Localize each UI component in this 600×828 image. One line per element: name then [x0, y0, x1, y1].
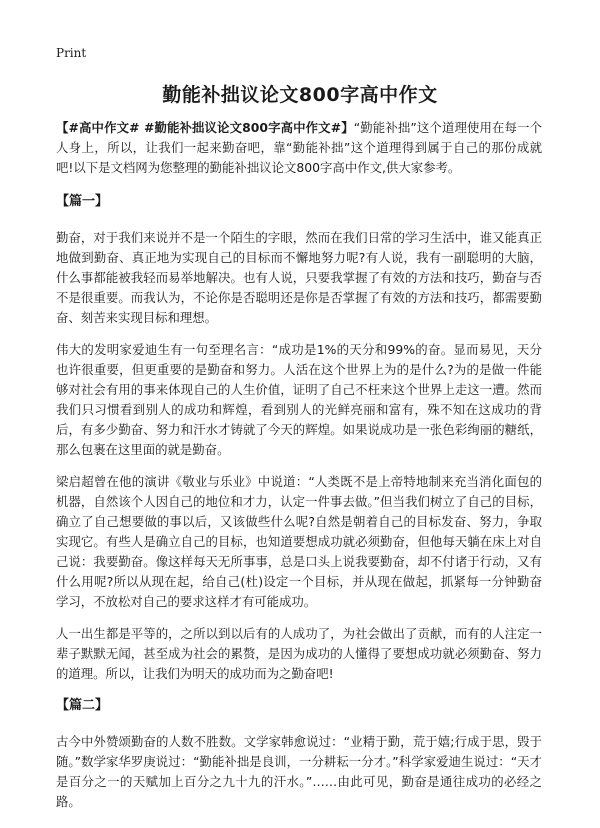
intro-paragraph — [56, 118, 542, 178]
section-heading-2: 【篇二】 — [56, 698, 109, 713]
section-2-paragraph-1: 古今中外赞颂勤奋的人数不胜数。文学家韩愈说过：“业精于勤，荒于嬉;行成于思，毁于随。”数学家华罗庚说过：“勤能补拙是良训，一分耕耘一分才。”科学家爱迪生说过：“天才是百分之一的天赋加上百分之九十九的汗水。”……由此可见，勤奋是通往成功的必经之路。 — [56, 734, 542, 809]
page-title: 勤能补拙议论文800字高中作文 — [162, 84, 438, 106]
print-link[interactable]: Print — [56, 46, 87, 60]
section-1-paragraph-2: 伟大的发明家爱迪生有一句至理名言：“成功是1%的天分和99%的奋。显而易见，天分也许很重要，但更重要的是勤奋和努力。人活在这个世界上为的是什么?为的是做一件能够对社会有用的事来体现自己的人生价值，证明了自己不枉来这个世界上走这一遭。然而我们只习惯看到别人的成功和辉煌，看到别人的光鲜亮丽和富有，殊不知在这成功的背后，有多少勤奋、努力和汗水才铸就了今天的辉煌。如果说成功是一张色彩绚丽的糖纸，那么包裹在这里面的就是勤奋。 — [56, 342, 542, 457]
intro-text: “勤能补拙”这个道理使用在每一个人身上，所以，让我们一起来勤奋吧，靠“勤能补拙”这个道理得到属于自己的那份成就吧!以下是文档网为您整理的勤能补拙议论文800字高中作文,供大家参考。 — [56, 120, 542, 175]
section-1-paragraph-4: 人一出生都是平等的，之所以到以后有的人成功了，为社会做出了贡献，而有的人注定一辈子默默无闻，甚至成为社会的累赘，是因为成功的人懂得了要想成功就必须勤奋、努力的道理。所以，让我们为明天的成功而为之勤奋吧! — [56, 626, 542, 681]
section-1-paragraph-1: 勤奋，对于我们来说并不是一个陌生的字眼，然而在我们日常的学习生活中，谁又能真正地做到勤奋、真正地为实现自己的目标而不懈地努力呢?有人说，我有一副聪明的大脑，什么事都能被我轻而易举地解决。也有人说，只要我掌握了有效的方法和技巧，勤奋与否不是很重要。而我认为，不论你是否聪明还是你是否掌握了有效的方法和技巧，都需要勤奋、刻苦来实现目标和理想。 — [56, 230, 542, 325]
section-heading-1: 【篇一】 — [56, 194, 109, 209]
article-body — [56, 118, 542, 824]
section-1-paragraph-3: 梁启超曾在他的演讲《敬业与乐业》中说道：“人类既不是上帝特地制来充当消化面包的机器，自然该个人因自己的地位和才力，认定一件事去做。”但当我们树立了自己的目标，确立了自己想要做的事以后，又该做些什么呢?自然是朝着自己的目标发奋、努力，争取实现它。有些人是确立自己的目标，也知道要想成功就必须勤奋，但他每天躺在床上对自己说：我要勤奋。像这样每天无所事事，总是口头上说我要勤奋，却不付诸于行动，又有什么用呢?所以从现在起，给自己(杜)设定一个目标，并从现在做起，抓紧每一分钟勤奋学习，不放松对自己的要求这样才有可能成功。 — [56, 474, 542, 609]
intro-tags: 【#高中作文# #勤能补拙议论文800字高中作文#】 — [56, 120, 354, 135]
